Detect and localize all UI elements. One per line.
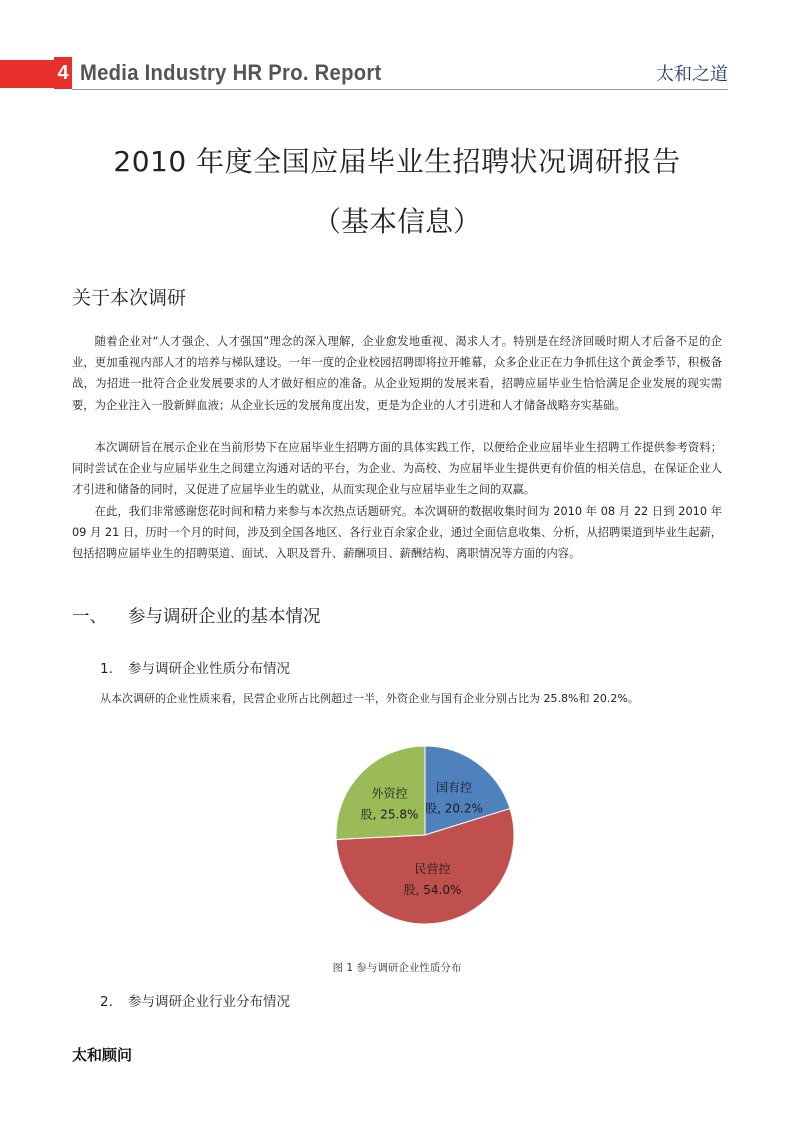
about-heading: 关于本次调研 xyxy=(72,287,187,309)
footer-brand: 太和顾问 xyxy=(72,1046,133,1064)
paragraph-1: 随着企业对“人才强企、人才强国”理念的深入理解，企业愈发地重视、渴求人才。特别是在经济回暖时期人才后备不足的企业，更加重视内部人才的培养与梯队建设。一年一度的企业校园招聘即将拉开帷幕，众多企业正在力争抓住这个黄金季节，积极备战，为招进一批符合企业发展要求的人才做好相应的准备。从企业短期的发展来看，招聘应届毕业生恰恰满足企业发展的现实需要，为企业注入一股新鲜血液；从企业长远的发展角度出发，更是为企业的人才引进和人才储备战略夯实基础。 xyxy=(72,335,722,412)
ownership-pie-chart xyxy=(320,730,530,940)
document-title: 2010 年度全国应届毕业生招聘状况调研报告 xyxy=(113,145,681,178)
paragraph-3: 在此，我们非常感谢您花时间和精力来参与本次热点话题研究。本次调研的数据收集时间为 2010 年 08 月 22 日到 2010 年 09 月 21 日，历时一个月的时间，涉及到全国各地区、各行业百余家企业，通过全面信息收集、分析，从招聘渠道到毕业生起薪，包括招聘应届毕业生的招聘渠道、面试、入职及晋升、薪酬项目、薪酬结构、离职情况等方面的内容。 xyxy=(72,505,722,561)
section-heading xyxy=(72,603,321,628)
header-brand: 太和之道 xyxy=(656,64,728,85)
chart-lead-text: 从本次调研的企业性质来看，民营企业所占比例超过一半，外资企业与国有企业分别占比为 25.8%和 20.2%。 xyxy=(100,692,639,705)
pie-slice-label: 国有控股, 20.2% xyxy=(425,780,483,816)
subsection-title-1: 参与调研企业性质分布情况 xyxy=(128,661,290,677)
section-number: 一、 xyxy=(72,607,107,627)
subsection-heading-2 xyxy=(100,990,290,1010)
subsection-title-2: 参与调研企业行业分布情况 xyxy=(128,994,290,1010)
page-header xyxy=(0,0,794,100)
header-divider xyxy=(72,89,728,90)
document-subtitle: （基本信息） xyxy=(312,205,481,238)
page-number: 4 xyxy=(54,57,72,89)
figure-caption: 图 1 参与调研企业性质分布 xyxy=(332,962,462,974)
pie-slice-label: 外资控股, 25.8% xyxy=(360,786,419,822)
paragraph-2: 本次调研旨在展示企业在当前形势下在应届毕业生招聘方面的具体实践工作，以便给企业应届毕业生招聘工作提供参考资料；同时尝试在企业与应届毕业生之间建立沟通对话的平台，为企业、为高校、为应届毕业生提供更有价值的相关信息，在保证企业人才引进和储备的同时，又促进了应届毕业生的就业，从而实现企业与应届毕业生之间的双赢。 xyxy=(72,441,722,497)
subsection-number-2: 2. xyxy=(100,994,113,1010)
subsection-number-1: 1. xyxy=(100,661,113,677)
header-accent-bar xyxy=(0,60,54,88)
pie-slice-label: 民营控股, 54.0% xyxy=(403,862,462,898)
section-title: 参与调研企业的基本情况 xyxy=(128,607,321,627)
report-title: Media Industry HR Pro. Report xyxy=(80,60,382,85)
subsection-heading-1 xyxy=(100,657,290,677)
